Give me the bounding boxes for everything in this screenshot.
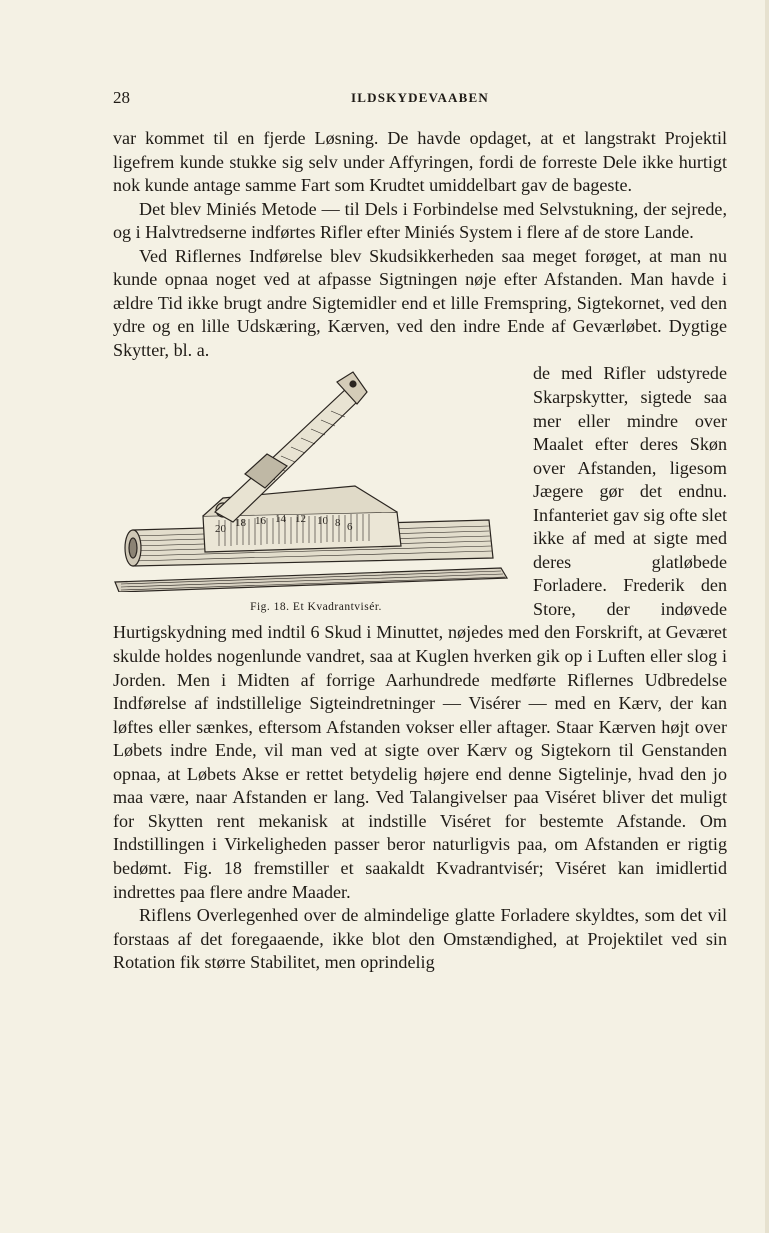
scale-number: 6 [347, 521, 353, 534]
scale-number: 20 [215, 523, 226, 536]
running-title: ILDSKYDEVAABEN [351, 90, 489, 105]
paragraph: Ved Riflernes Indførelse blev Skudsikkerheden saa meget forøget, at man nu kunde opnaa noget ved at afpasse Sigtningen nøje efter Afstanden. Man havde i ældre Tid ikke brugt andre Sigtemidler end et lille Fremspring, Sigtekornet, ved den ydre og en lille Udskæring, Kærven, ved den indre Ende af Geværløbet. Dygtige Skytter, bl. a. [113, 245, 727, 360]
scale-number: 12 [295, 513, 306, 526]
paragraph: de med Rifler udstyrede Skarpskytter, sigtede saa mer eller mindre over Maalet efter deres Skøn over Afstanden, ligesom Jægere gør det endnu. Infanteriet gav sig ofte slet ikke af med at sigte med deres glatløbede Forladere. Frederik den Store, der indøvede Hurtigskydning med indtil 6 Skud i Minuttet, nøjedes med den Forskrift, at Geværet skulde holdes nogenlunde vandret, saa at Kuglen hverken gik op i Luften eller slog i Jorden. Men i Midten af forrige Aarhundrede medførte Riflernes Udbredelse Indførelse af indstillelige Sigteindretninger — Visérer — med en Kærv, der kan løftes eller sænkes, eftersom Afstanden vokser eller aftager. Staar Kærven højt over Løbets indre Ende, vil man ved at sigte over Kærv og Sigtekorn til Genstanden opnaa, at Løbets Akse er rettet betydelig højere end denne Sigtelinje, hvad den jo maa være, naar Afstanden er lang. Ved Talangivelser paa Viséret bliver det muligt for Skytten rent mekanisk at indstille Viséret for bestemte Afstande. Om Indstillingen i Virkeligheden passer beror naturligvis paa, om Afstanden er rigtig bedømt. Fig. 18 fremstiller et saakaldt Kvadrantvisér; Viséret kan imidlertid indrettes paa flere andre Maader. [113, 363, 727, 902]
paragraph: Riflens Overlegenhed over de almindelige glatte Forladere skyldtes, som det vil forstaas af det foregaaende, ikke blot den Omstændighed, at Projektilet ved sin Rotation fik større Stabilitet, men oprindelig [113, 905, 727, 973]
page-header [113, 88, 727, 110]
scale-number: 18 [235, 517, 246, 530]
figure-caption: Fig. 18. Et Kvadrantvisér. [250, 601, 382, 614]
paragraph: var kommet til en fjerde Løsning. De havde opdaget, at et langstrakt Projektil ligefrem kunde stukke sig selv under Affyringen, fordi de forreste Dele ikke hurtigt nok kunde antage samme Fart som Krudtet umiddelbart gav de bageste. [113, 128, 727, 196]
body-text [113, 127, 727, 975]
scale-number: 10 [317, 515, 328, 528]
paragraph: Det blev Miniés Metode — til Dels i Forbindelse med Selvstukning, der sejrede, og i Halvtredserne indførtes Rifler efter Miniés System i flere af de store Lande. [113, 198, 727, 243]
figure-quadrant-sight [111, 364, 521, 621]
scale-number: 8 [335, 517, 341, 530]
scale-number: 14 [275, 513, 286, 526]
scale-number: 16 [255, 515, 266, 528]
quadrant-sight-illustration [111, 370, 521, 592]
page-number: 28 [113, 88, 130, 107]
